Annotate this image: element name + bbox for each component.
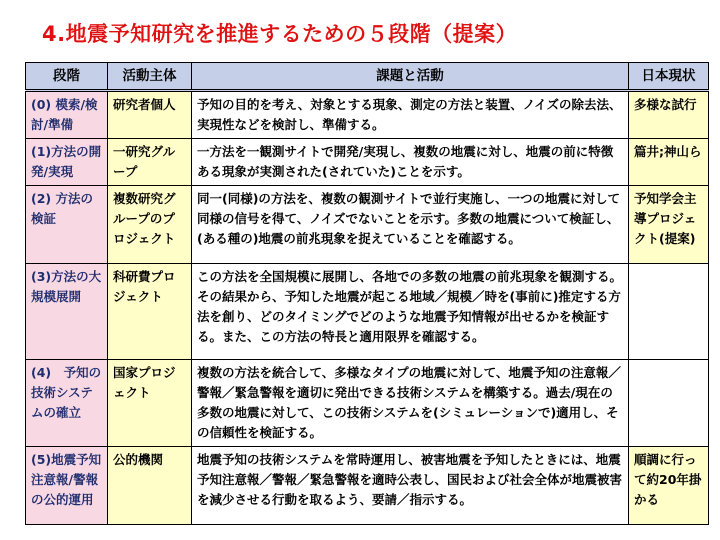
table-row	[26, 91, 709, 139]
header-tasks: 課題と活動	[192, 63, 629, 91]
description-cell: 複数の方法を統合して、多様なタイプの地震に対して、地震予知の注意報／警報／緊急警報を適切に発出できる技術システムを構築する。過去/現在の多数の地震に対して、この技術システムを(シミュレーションで)適用し、その信頼性を検証する。	[192, 360, 629, 447]
stage-cell: (2) 方法の検証	[26, 186, 108, 264]
table-header-row	[26, 63, 709, 91]
table-row	[26, 264, 709, 360]
stage-cell: (0) 模索/検討/準備	[26, 91, 108, 139]
actor-cell: 科研費プロジェクト	[108, 264, 192, 360]
header-actor: 活動主体	[108, 63, 192, 91]
stages-table	[25, 62, 709, 525]
stage-cell: (4) 予知の技術システムの確立	[26, 360, 108, 447]
table-row	[26, 360, 709, 447]
status-cell	[629, 360, 709, 447]
description-cell: 地震予知の技術システムを常時運用し、被害地震を予知したときには、地震予知注意報／警報／緊急警報を適時公表し、国民および社会全体が地震被害を減少させる行動を取るよう、要請／指示する。	[192, 447, 629, 525]
actor-cell: 研究者個人	[108, 91, 192, 139]
status-cell	[629, 264, 709, 360]
table-row	[26, 447, 709, 525]
description-cell: 予知の目的を考え、対象とする現象、測定の方法と装置、ノイズの除去法、実現性などを検討し、準備する。	[192, 91, 629, 139]
table-row	[26, 186, 709, 264]
status-cell: 予知学会主導プロジェクト(提案)	[629, 186, 709, 264]
actor-cell: 公的機関	[108, 447, 192, 525]
table-row	[26, 139, 709, 186]
description-cell: 同一(同様)の方法を、複数の観測サイトで並行実施し、一つの地震に対して同様の信号を得て、ノイズでないことを示す。多数の地震について検証し、(ある種の)地震の前兆現象を捉えていることを確認する。	[192, 186, 629, 264]
status-cell: 多様な試行	[629, 91, 709, 139]
header-stage: 段階	[26, 63, 108, 91]
description-cell: この方法を全国規模に展開し、各地での多数の地震の前兆現象を観測する。その結果から、予知した地震が起こる地域／規模／時を(事前に)推定する方法を創り、どのタイミングでどのような地震予知情報が出せるかを検証する。また、この方法の特長と適用限界を確認する。	[192, 264, 629, 360]
actor-cell: 国家プロジェクト	[108, 360, 192, 447]
status-cell: 順調に行って約20年掛かる	[629, 447, 709, 525]
description-cell: 一方法を一観測サイトで開発/実現し、複数の地震に対し、地震の前に特徴ある現象が実測された(されていた)ことを示す。	[192, 139, 629, 186]
stage-cell: (5)地震予知注意報/警報の公的運用	[26, 447, 108, 525]
actor-cell: 複数研究グループのプロジェクト	[108, 186, 192, 264]
status-cell: 篇井;神山ら	[629, 139, 709, 186]
slide-title: 4.地震予知研究を推進するための５段階（提案）	[42, 22, 518, 46]
stage-cell: (3)方法の大規模展開	[26, 264, 108, 360]
header-japan-status: 日本現状	[629, 63, 709, 91]
actor-cell: 一研究グループ	[108, 139, 192, 186]
stage-cell: (1)方法の開発/実現	[26, 139, 108, 186]
